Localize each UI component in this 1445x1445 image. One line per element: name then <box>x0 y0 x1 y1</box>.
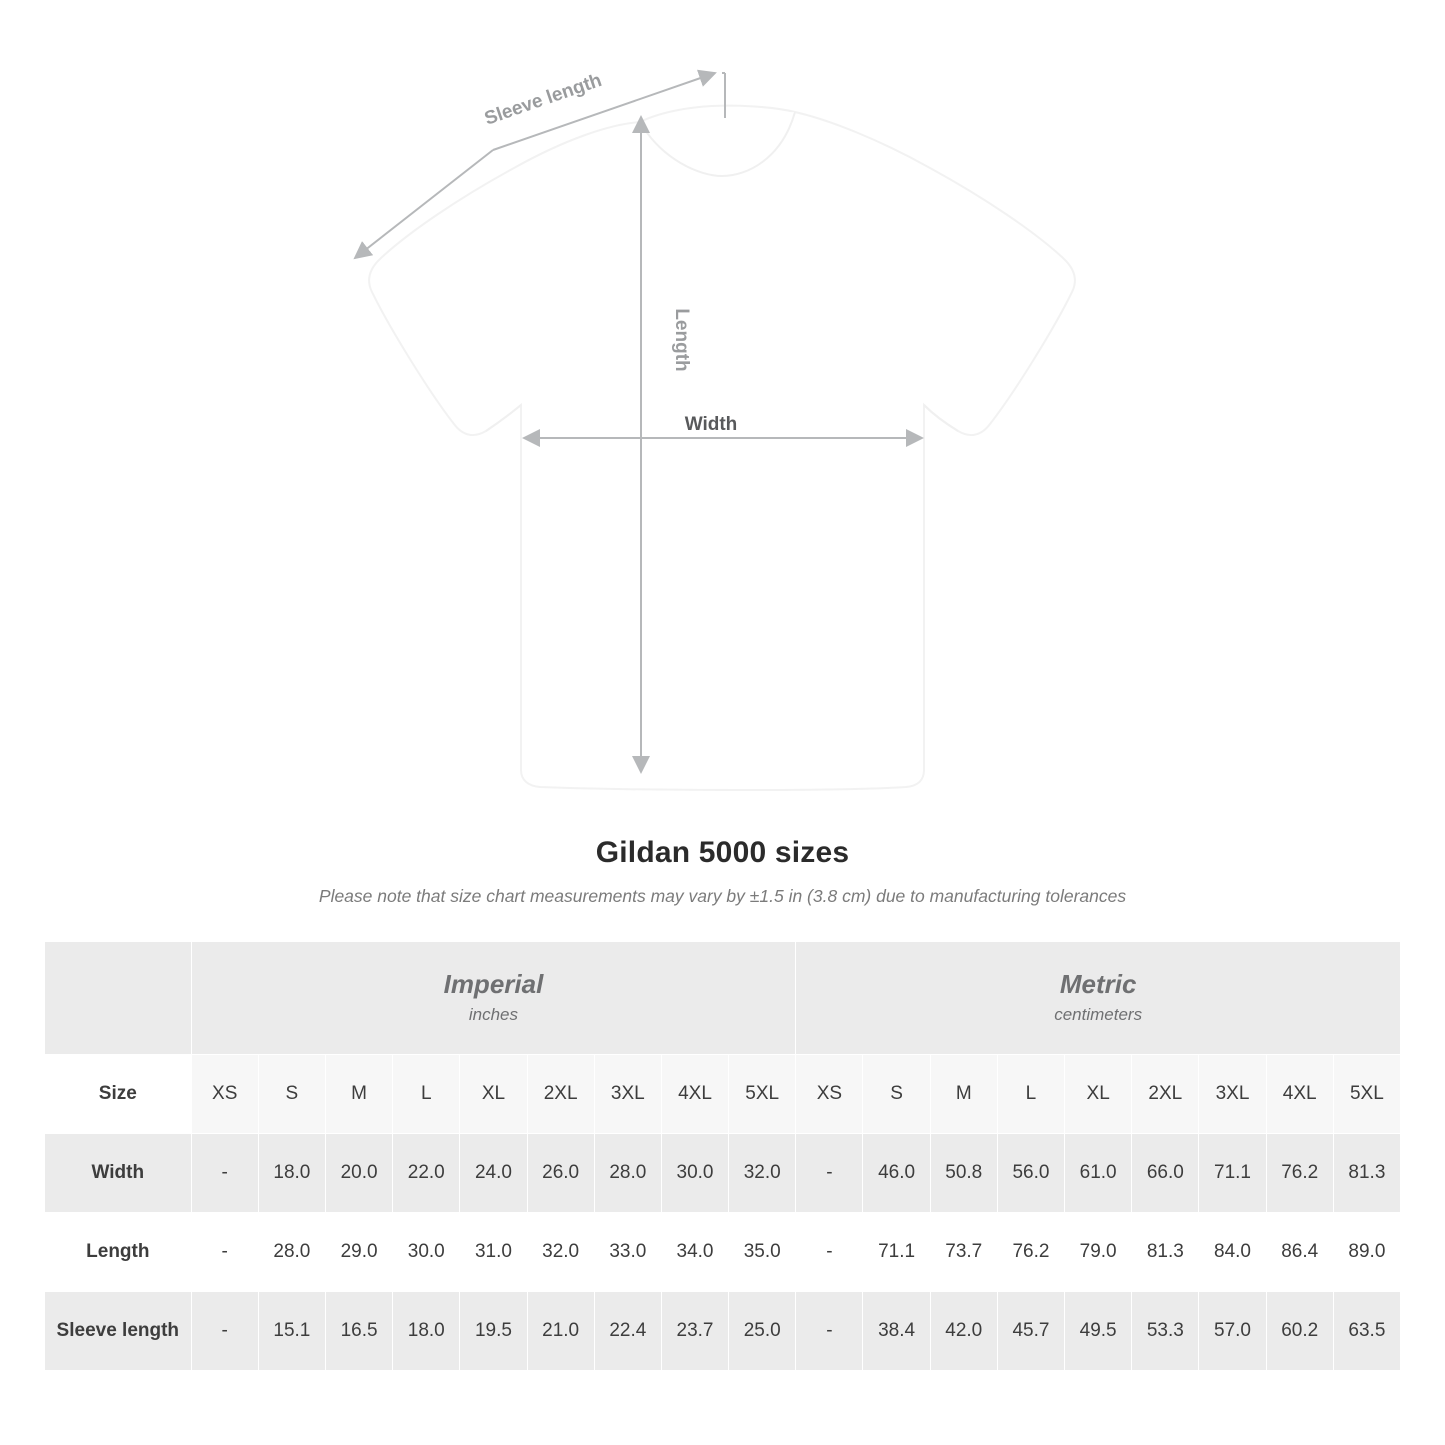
width-cm-3xl: 71.1 <box>1199 1134 1266 1213</box>
length-cm-3xl: 84.0 <box>1199 1213 1266 1292</box>
chart-header <box>0 836 1445 907</box>
width-label: Width <box>684 414 738 435</box>
sleeve-in-xs: - <box>191 1292 258 1371</box>
table-row <box>45 1213 1401 1292</box>
sleeve-cm-4xl: 60.2 <box>1266 1292 1333 1371</box>
size-table-wrap <box>0 941 1445 1371</box>
size-imperial-xl: XL <box>460 1055 527 1134</box>
page-title: Gildan 5000 sizes <box>595 836 850 869</box>
sleeve-cm-s: 38.4 <box>863 1292 930 1371</box>
sleeve-in-4xl: 23.7 <box>661 1292 728 1371</box>
width-in-l: 22.0 <box>393 1134 460 1213</box>
sleeve-in-5xl: 25.0 <box>729 1292 796 1371</box>
size-imperial-3xl: 3XL <box>594 1055 661 1134</box>
size-metric-2xl: 2XL <box>1132 1055 1199 1134</box>
width-cm-4xl: 76.2 <box>1266 1134 1333 1213</box>
size-metric-xs: XS <box>796 1055 863 1134</box>
length-cm-4xl: 86.4 <box>1266 1213 1333 1292</box>
size-metric-xl: XL <box>1065 1055 1132 1134</box>
tshirt-shape <box>369 106 1075 790</box>
size-metric-4xl: 4XL <box>1266 1055 1333 1134</box>
length-in-2xl: 32.0 <box>527 1213 594 1292</box>
metric-name: Metric <box>1059 969 1137 1000</box>
sleeve-cm-3xl: 57.0 <box>1199 1292 1266 1371</box>
metric-sub: centimeters <box>1054 1004 1143 1024</box>
unit-header-spacer <box>45 942 192 1055</box>
length-in-xl: 31.0 <box>460 1213 527 1292</box>
sleeve-in-m: 16.5 <box>325 1292 392 1371</box>
width-cm-5xl: 81.3 <box>1333 1134 1400 1213</box>
sleeve-cm-xs: - <box>796 1292 863 1371</box>
size-metric-l: L <box>997 1055 1064 1134</box>
row-label-length: Length <box>45 1213 192 1292</box>
width-in-m: 20.0 <box>325 1134 392 1213</box>
length-in-4xl: 34.0 <box>661 1213 728 1292</box>
sleeve-cm-m: 42.0 <box>930 1292 997 1371</box>
size-table <box>44 941 1401 1371</box>
width-in-s: 18.0 <box>258 1134 325 1213</box>
size-label: Size <box>45 1055 192 1134</box>
size-imperial-xs: XS <box>191 1055 258 1134</box>
sleeve-in-2xl: 21.0 <box>527 1292 594 1371</box>
sleeve-in-l: 18.0 <box>393 1292 460 1371</box>
width-cm-l: 56.0 <box>997 1134 1064 1213</box>
length-cm-xs: - <box>796 1213 863 1292</box>
length-cm-5xl: 89.0 <box>1333 1213 1400 1292</box>
row-label-width: Width <box>45 1134 192 1213</box>
imperial-name: Imperial <box>443 969 544 1000</box>
width-cm-2xl: 66.0 <box>1132 1134 1199 1213</box>
length-cm-l: 76.2 <box>997 1213 1064 1292</box>
width-in-4xl: 30.0 <box>661 1134 728 1213</box>
length-in-m: 29.0 <box>325 1213 392 1292</box>
width-in-xl: 24.0 <box>460 1134 527 1213</box>
tolerance-note: Please note that size chart measurements may vary by ±1.5 in (3.8 cm) due to manufacturing tolerances <box>318 886 1127 906</box>
unit-header-row <box>45 942 1401 1055</box>
metric-header <box>796 942 1401 1055</box>
width-in-3xl: 28.0 <box>594 1134 661 1213</box>
size-imperial-2xl: 2XL <box>527 1055 594 1134</box>
length-in-l: 30.0 <box>393 1213 460 1292</box>
length-cm-m: 73.7 <box>930 1213 997 1292</box>
sleeve-cm-2xl: 53.3 <box>1132 1292 1199 1371</box>
size-header-row <box>45 1055 1401 1134</box>
length-cm-s: 71.1 <box>863 1213 930 1292</box>
length-in-3xl: 33.0 <box>594 1213 661 1292</box>
width-in-2xl: 26.0 <box>527 1134 594 1213</box>
table-row <box>45 1292 1401 1371</box>
length-label: Length <box>671 308 692 372</box>
size-imperial-s: S <box>258 1055 325 1134</box>
sleeve-in-s: 15.1 <box>258 1292 325 1371</box>
length-cm-2xl: 81.3 <box>1132 1213 1199 1292</box>
size-imperial-4xl: 4XL <box>661 1055 728 1134</box>
size-metric-s: S <box>863 1055 930 1134</box>
width-in-xs: - <box>191 1134 258 1213</box>
sleeve-in-3xl: 22.4 <box>594 1292 661 1371</box>
size-imperial-l: L <box>393 1055 460 1134</box>
imperial-header <box>191 942 796 1055</box>
sleeve-in-xl: 19.5 <box>460 1292 527 1371</box>
width-cm-xs: - <box>796 1134 863 1213</box>
width-cm-xl: 61.0 <box>1065 1134 1132 1213</box>
size-imperial-m: M <box>325 1055 392 1134</box>
size-metric-3xl: 3XL <box>1199 1055 1266 1134</box>
length-cm-xl: 79.0 <box>1065 1213 1132 1292</box>
size-metric-5xl: 5XL <box>1333 1055 1400 1134</box>
sleeve-length-label: Sleeve length <box>481 69 605 130</box>
width-cm-m: 50.8 <box>930 1134 997 1213</box>
length-in-s: 28.0 <box>258 1213 325 1292</box>
sleeve-cm-xl: 49.5 <box>1065 1292 1132 1371</box>
width-in-5xl: 32.0 <box>729 1134 796 1213</box>
imperial-sub: inches <box>468 1004 519 1024</box>
size-metric-m: M <box>930 1055 997 1134</box>
sleeve-cm-5xl: 63.5 <box>1333 1292 1400 1371</box>
length-in-5xl: 35.0 <box>729 1213 796 1292</box>
row-label-sleeve-length: Sleeve length <box>45 1292 192 1371</box>
length-in-xs: - <box>191 1213 258 1292</box>
table-row <box>45 1134 1401 1213</box>
sleeve-cm-l: 45.7 <box>997 1292 1064 1371</box>
width-cm-s: 46.0 <box>863 1134 930 1213</box>
size-imperial-5xl: 5XL <box>729 1055 796 1134</box>
